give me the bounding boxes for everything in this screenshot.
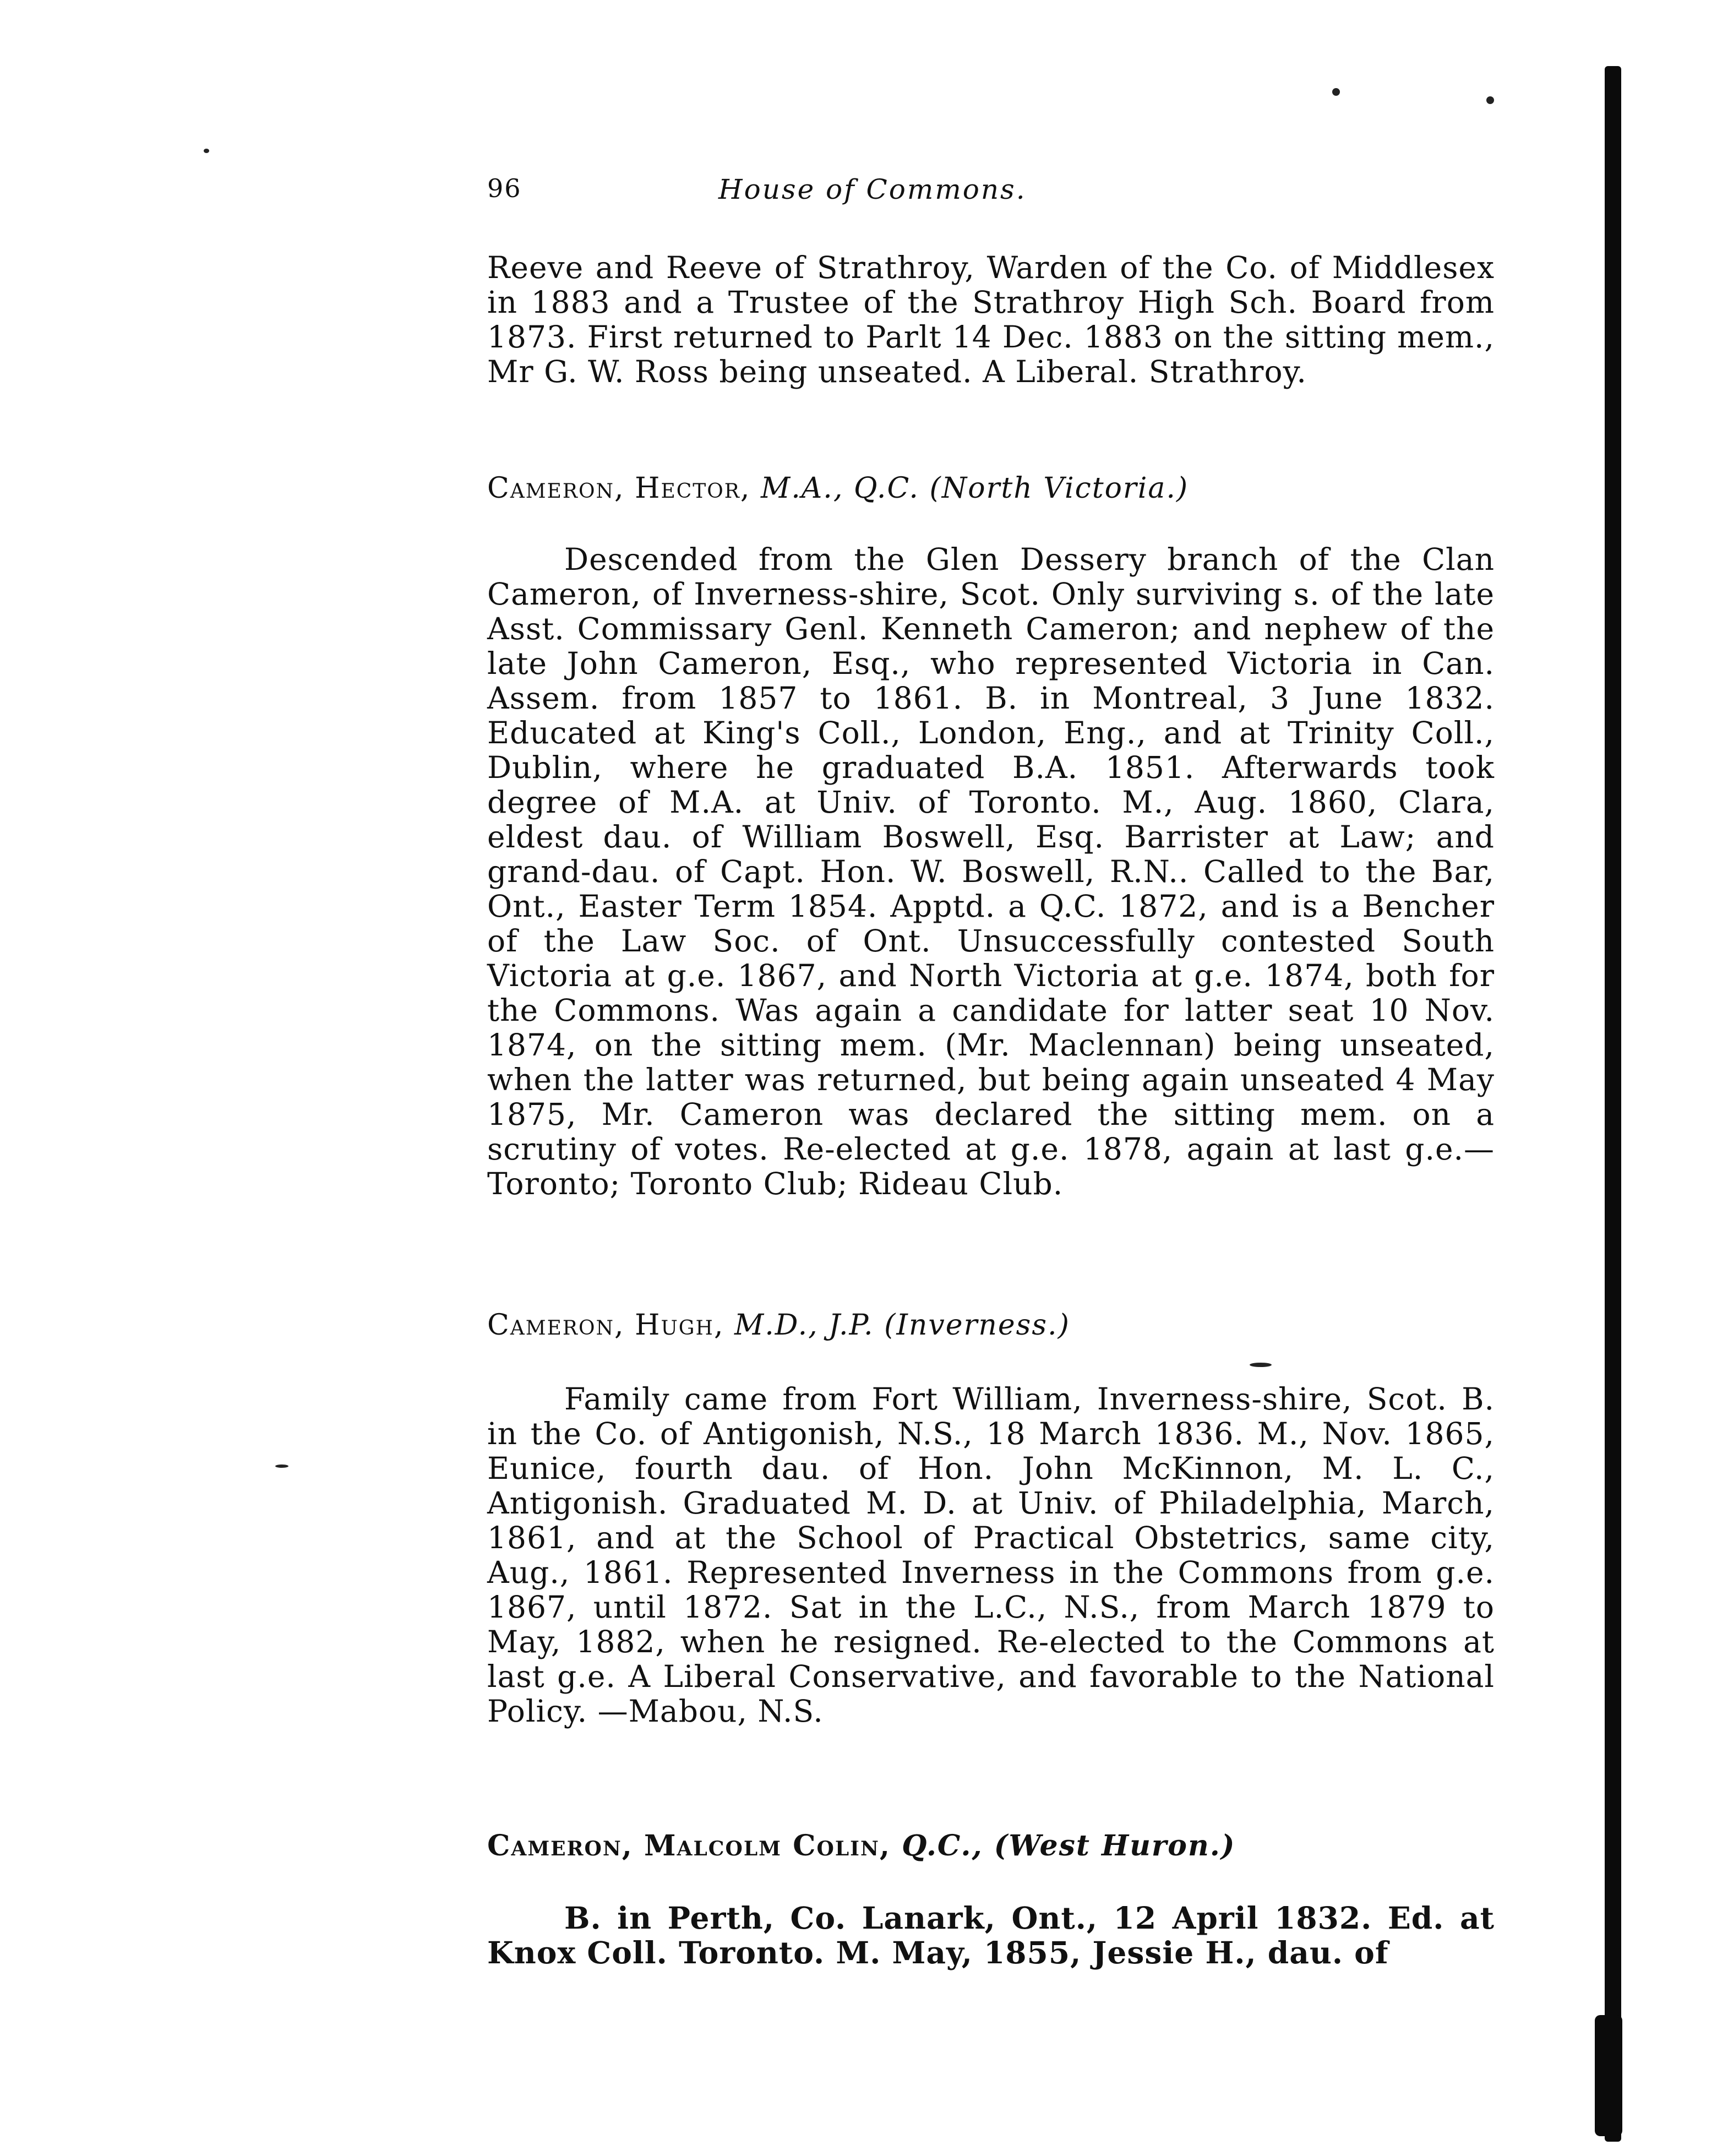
entry-body-malcolm-cameron: B. in Perth, Co. Lanark, Ont., 12 April 1832. Ed. at Knox Coll. Toronto. M. May, 1855, Jessie H., dau. of (487, 1900, 1495, 1970)
scan-speck (1486, 96, 1494, 104)
entry-body-hugh-cameron: Family came from Fort William, Inverness-shire, Scot. B. in the Co. of Antigonish, N.S., 18 March 1836. M., Nov. 1865, Eunice, fourth dau. of Hon. John McKinnon, M. L. C., Antigonish. Graduated M. D. at Univ. of Philadelphia, March, 1861, and at the School of Practical Obstetrics, same city, Aug., 1861. Represented Inverness in the Commons from g.e. 1867, until 1872. Sat in the L.C., N.S., from March 1879 to May, 1882, when he resigned. Re-elected to the Commons at last g.e. A Liberal Conservative, and favorable to the National Policy. —Mabou, N.S. (487, 1381, 1495, 1729)
entry-name: Cameron, Malcolm Colin, (487, 1829, 891, 1863)
scan-speck (275, 1464, 288, 1468)
scan-speck (1332, 88, 1340, 96)
entry-body-hector-cameron: Descended from the Glen Dessery branch of the Clan Cameron, of Inverness-shire, Scot. Only surviving s. of the late Asst. Commissary Genl. Kenneth Cameron; and nephew of the late John Cameron, Esq., who represented Victoria in Can. Assem. from 1857 to 1861. B. in Montreal, 3 June 1832. Educated at King's Coll., London, Eng., and at Trinity Coll., Dublin, where he graduated B.A. 1851. Afterwards took degree of M.A. at Univ. of Toronto. M., Aug. 1860, Clara, eldest dau. of William Boswell, Esq. Barrister at Law; and grand-dau. of Capt. Hon. W. Boswell, R.N.. Called to the Bar, Ont., Easter Term 1854. Apptd. a Q.C. 1872, and is a Bencher of the Law Soc. of Ont. Unsuccessfully contested South Victoria at g.e. 1867, and North Victoria at g.e. 1874, both for the Commons. Was again a candidate for latter seat 10 Nov. 1874, on the sitting mem. (Mr. Maclennan) being unseated, when the latter was returned, but being again unseated 4 May 1875, Mr. Cameron was declared the sitting mem. on a scrutiny of votes. Re-elected at g.e. 1878, again at last g.e.—Toronto; Toronto Club; Rideau Club. (487, 542, 1495, 1201)
scan-speck (204, 149, 209, 153)
entry-constituency: (North Victoria.) (929, 472, 1189, 505)
continuation-paragraph: Reeve and Reeve of Strathroy, Warden of the Co. of Middlesex in 1883 and a Trustee of the Strathroy High Sch. Board from 1873. First returned to Parlt 14 Dec. 1883 on the sitting mem., Mr G. W. Ross being unseated. A Liberal. Strathroy. (487, 250, 1495, 389)
entry-titles: Q.C., (902, 1829, 983, 1863)
entry-constituency: (Inverness.) (884, 1309, 1070, 1342)
entry-heading-hector-cameron (487, 472, 1495, 505)
page-header (487, 173, 1192, 217)
entry-heading-hugh-cameron (487, 1309, 1495, 1342)
entry-name: Cameron, Hugh, (487, 1309, 724, 1342)
entry-titles: M.A., Q.C. (760, 472, 919, 505)
entry-titles: M.D., J.P. (734, 1309, 874, 1342)
entry-heading-malcolm-cameron (487, 1829, 1495, 1863)
scan-speck (1250, 1363, 1272, 1367)
scan-margin-shadow (1605, 66, 1621, 2142)
running-title: House of Commons. (718, 173, 1027, 205)
entry-constituency: (West Huron.) (994, 1829, 1236, 1863)
entry-name: Cameron, Hector, (487, 472, 751, 505)
page-number: 96 (487, 173, 522, 203)
